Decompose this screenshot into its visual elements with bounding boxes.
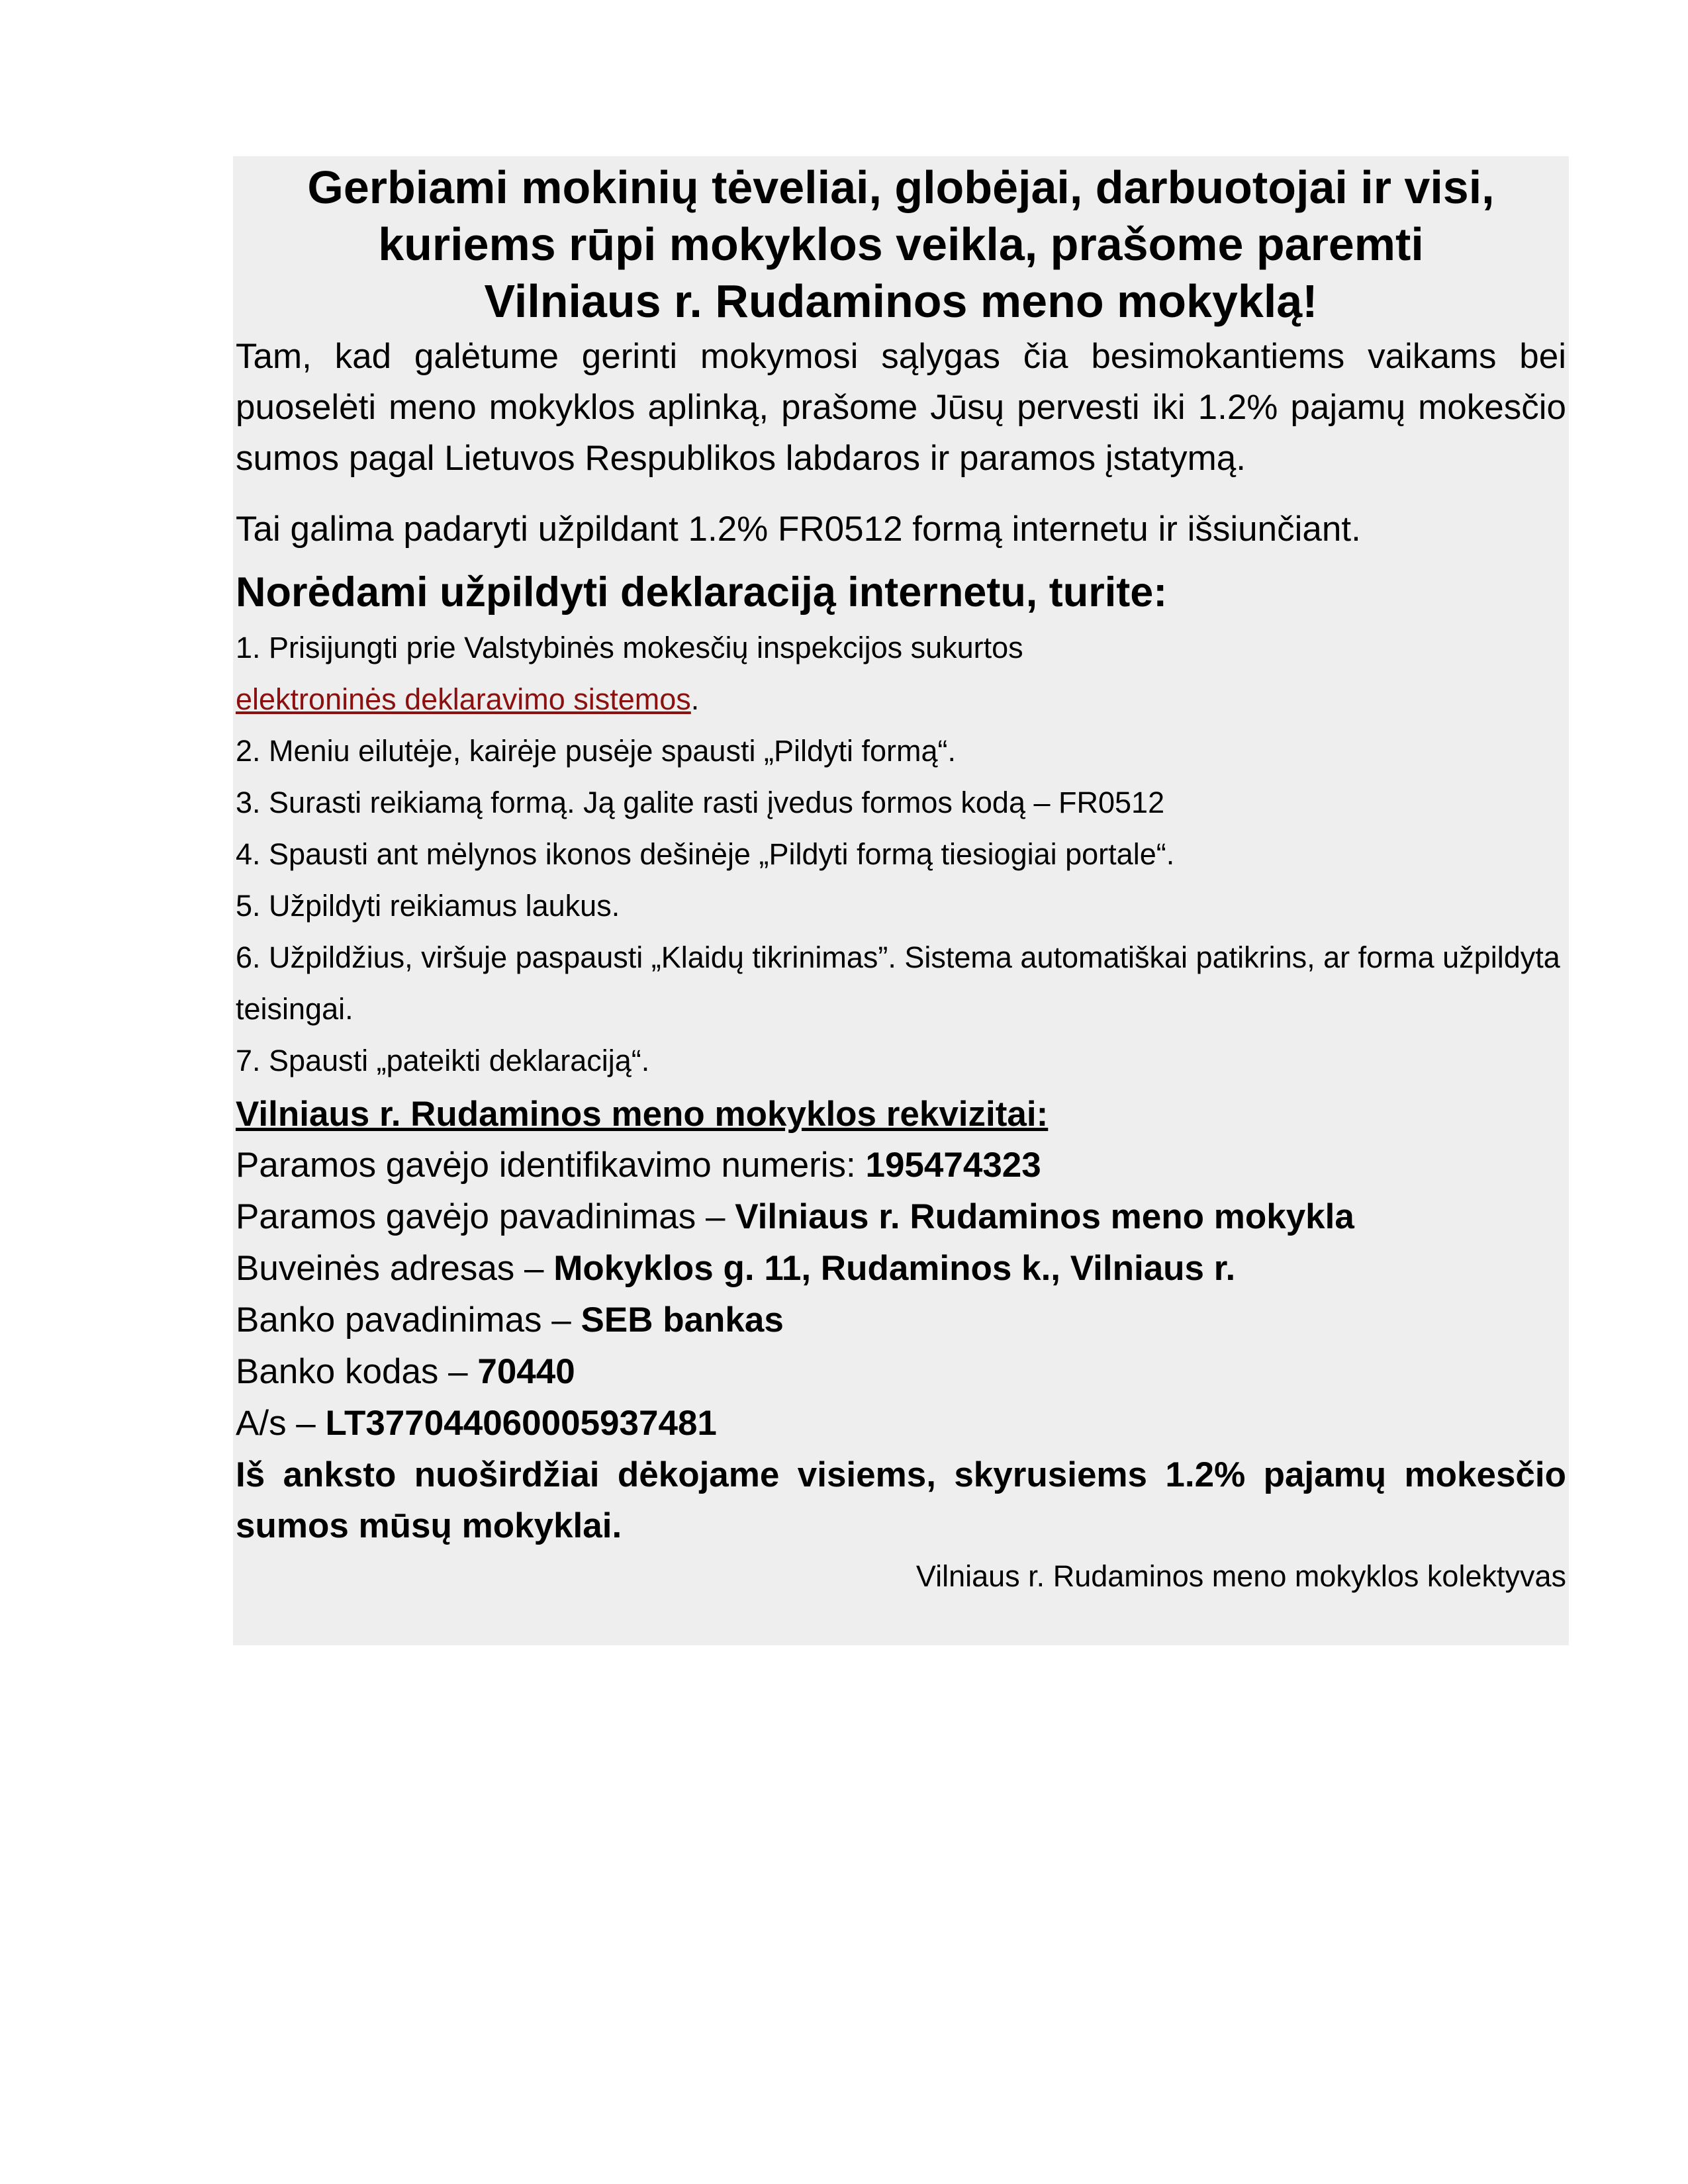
requisite-account-label: A/s – <box>236 1404 326 1443</box>
requisite-address <box>236 1243 1566 1295</box>
requisite-id-label: Paramos gavėjo identifikavimo numeris: <box>236 1146 866 1185</box>
requisite-id <box>236 1140 1566 1191</box>
step-7: 7. Spausti „pateikti deklaraciją“. <box>236 1044 650 1077</box>
requisite-bank-code-label: Banko kodas – <box>236 1352 478 1391</box>
title-line-3: Vilniaus r. Rudaminos meno mokyklą! <box>484 275 1318 327</box>
requisite-bank-label: Banko pavadinimas – <box>236 1300 581 1340</box>
step-1-end: . <box>690 682 700 716</box>
step-6: 6. Užpildžius, viršuje paspausti „Klaidų tikrinimas”. Sistema automatiškai patikrins, ar forma užpildyta teisingai. <box>236 940 1560 1026</box>
requisite-name <box>236 1191 1566 1243</box>
requisite-account-value: LT377044060005937481 <box>325 1404 717 1443</box>
document-content <box>233 156 1569 1645</box>
thanks-paragraph: Iš anksto nuoširdžiai dėkojame visiems, skyrusiems 1.2% pajamų mokesčio sumos mūsų mokyklai. <box>236 1455 1566 1545</box>
step-2: 2. Meniu eilutėje, kairėje pusėje spausti „Pildyti formą“. <box>236 734 956 768</box>
requisite-bank <box>236 1295 1566 1346</box>
requisite-bank-code <box>236 1346 1566 1398</box>
step-3: 3. Surasti reikiamą formą. Ją galite rasti įvedus formos kodą – FR0512 <box>236 786 1165 819</box>
signature: Vilniaus r. Rudaminos meno mokyklos kolektyvas <box>915 1559 1566 1593</box>
online-note: Tai galima padaryti užpildant 1.2% FR0512 formą internetu ir išsiunčiant. <box>236 510 1361 549</box>
instructions-heading: Norėdami užpildyti deklaraciją internetu, turite: <box>236 569 1168 615</box>
requisite-name-value: Vilniaus r. Rudaminos meno mokykla <box>735 1197 1354 1236</box>
step-5: 5. Užpildyti reikiamus laukus. <box>236 889 620 923</box>
requisite-account <box>236 1398 1566 1449</box>
step-1-text: 1. Prisijungti prie Valstybinės mokesčių inspekcijos sukurtos <box>236 631 1023 664</box>
requisite-bank-value: SEB bankas <box>581 1300 784 1340</box>
title-line-1: Gerbiami mokinių tėveliai, globėjai, darbuotojai ir visi, <box>307 161 1495 213</box>
step-1 <box>236 622 1566 725</box>
requisite-name-label: Paramos gavėjo pavadinimas – <box>236 1197 735 1236</box>
document-title <box>236 159 1566 330</box>
intro-paragraph: Tam, kad galėtume gerinti mokymosi sąlygas čia besimokantiems vaikams bei puoselėti meno mokyklos aplinką, prašome Jūsų pervesti iki 1.2% pajamų mokesčio sumos pagal Lietuvos Respublikos labdaros ir paramos įstatymą. <box>236 337 1566 478</box>
requisite-bank-code-value: 70440 <box>477 1352 575 1391</box>
requisite-id-value: 195474323 <box>865 1146 1041 1185</box>
step-4: 4. Spausti ant mėlynos ikonos dešinėje „Pildyti formą tiesiogiai portale“. <box>236 837 1175 871</box>
declaration-system-link[interactable]: elektroninės deklaravimo sistemos <box>236 682 691 716</box>
requisite-address-value: Mokyklos g. 11, Rudaminos k., Vilniaus r. <box>553 1249 1236 1288</box>
title-line-2: kuriems rūpi mokyklos veikla, prašome paremti <box>378 218 1424 270</box>
requisite-address-label: Buveinės adresas – <box>236 1249 554 1288</box>
requisites-heading: Vilniaus r. Rudaminos meno mokyklos rekvizitai: <box>236 1095 1049 1134</box>
